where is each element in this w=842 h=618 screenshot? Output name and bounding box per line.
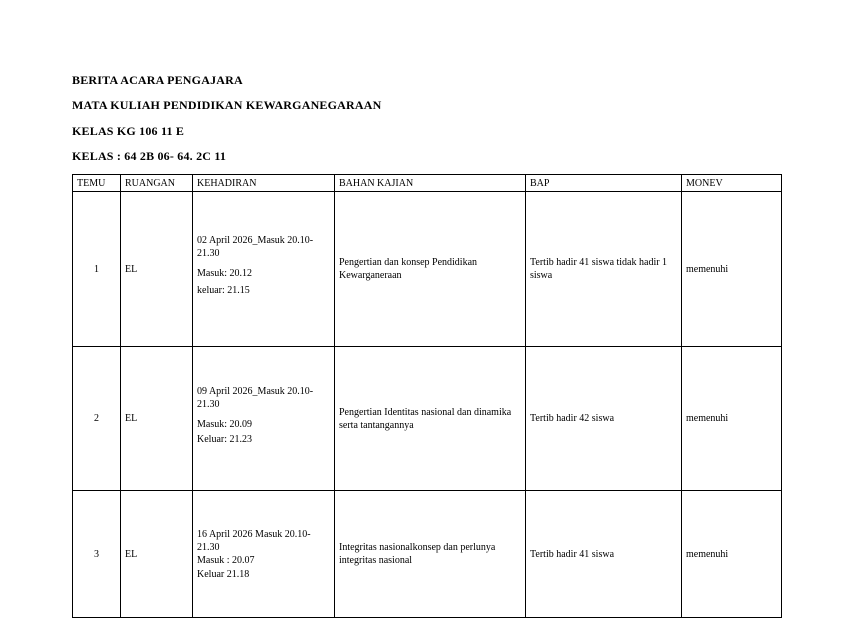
cell-bahan-kajian: Pengertian Identitas nasional dan dinamika serta tantangannya (335, 347, 526, 491)
cell-monev: memenuhi (682, 347, 782, 491)
table-header-row (73, 175, 782, 192)
kehadiran-masuk: Masuk: 20.09 (197, 419, 252, 430)
kehadiran-masuk: Masuk : 20.07 (197, 555, 255, 566)
kehadiran-date: 16 April 2026 Masuk 20.10-21.30 (197, 529, 311, 553)
table-row (73, 491, 782, 618)
cell-bap: Tertib hadir 41 siswa tidak hadir 1 siswa (526, 192, 682, 347)
column-header-bap: BAP (526, 175, 682, 192)
cell-bahan-kajian: Integritas nasionalkonsep dan perlunya integritas nasional (335, 491, 526, 618)
column-header-monev: MONEV (682, 175, 782, 192)
class-groups: KELAS : 64 2B 06- 64. 2C 11 (72, 149, 227, 163)
document-title: BERITA ACARA PENGAJARA (72, 73, 243, 87)
cell-kehadiran (193, 491, 335, 618)
cell-monev: memenuhi (682, 192, 782, 347)
attendance-table (72, 174, 782, 618)
cell-ruangan: EL (121, 347, 193, 491)
cell-bahan-kajian: Pengertian dan konsep Pendidikan Kewarganeraan (335, 192, 526, 347)
column-header-bahan-kajian: BAHAN KAJIAN (335, 175, 526, 192)
table-row (73, 347, 782, 491)
cell-temu: 3 (73, 491, 121, 618)
table-row (73, 192, 782, 347)
cell-kehadiran (193, 347, 335, 491)
cell-kehadiran (193, 192, 335, 347)
kehadiran-masuk: Masuk: 20.12 (197, 268, 252, 279)
class-code: KELAS KG 106 11 E (72, 124, 185, 138)
kehadiran-keluar: Keluar 21.18 (197, 569, 250, 580)
cell-bap: Tertib hadir 42 siswa (526, 347, 682, 491)
kehadiran-date: 02 April 2026_Masuk 20.10-21.30 (197, 235, 314, 259)
cell-monev: memenuhi (682, 491, 782, 618)
kehadiran-keluar: keluar: 21.15 (197, 285, 250, 296)
column-header-ruangan: RUANGAN (121, 175, 193, 192)
cell-ruangan: EL (121, 192, 193, 347)
course-name: MATA KULIAH PENDIDIKAN KEWARGANEGARAAN (72, 98, 382, 112)
cell-ruangan: EL (121, 491, 193, 618)
kehadiran-date: 09 April 2026_Masuk 20.10-21.30 (197, 386, 314, 410)
cell-temu: 2 (73, 347, 121, 491)
column-header-kehadiran: KEHADIRAN (193, 175, 335, 192)
column-header-temu: TEMU (73, 175, 121, 192)
kehadiran-keluar: Keluar: 21.23 (197, 434, 252, 445)
cell-bap: Tertib hadir 41 siswa (526, 491, 682, 618)
cell-temu: 1 (73, 192, 121, 347)
